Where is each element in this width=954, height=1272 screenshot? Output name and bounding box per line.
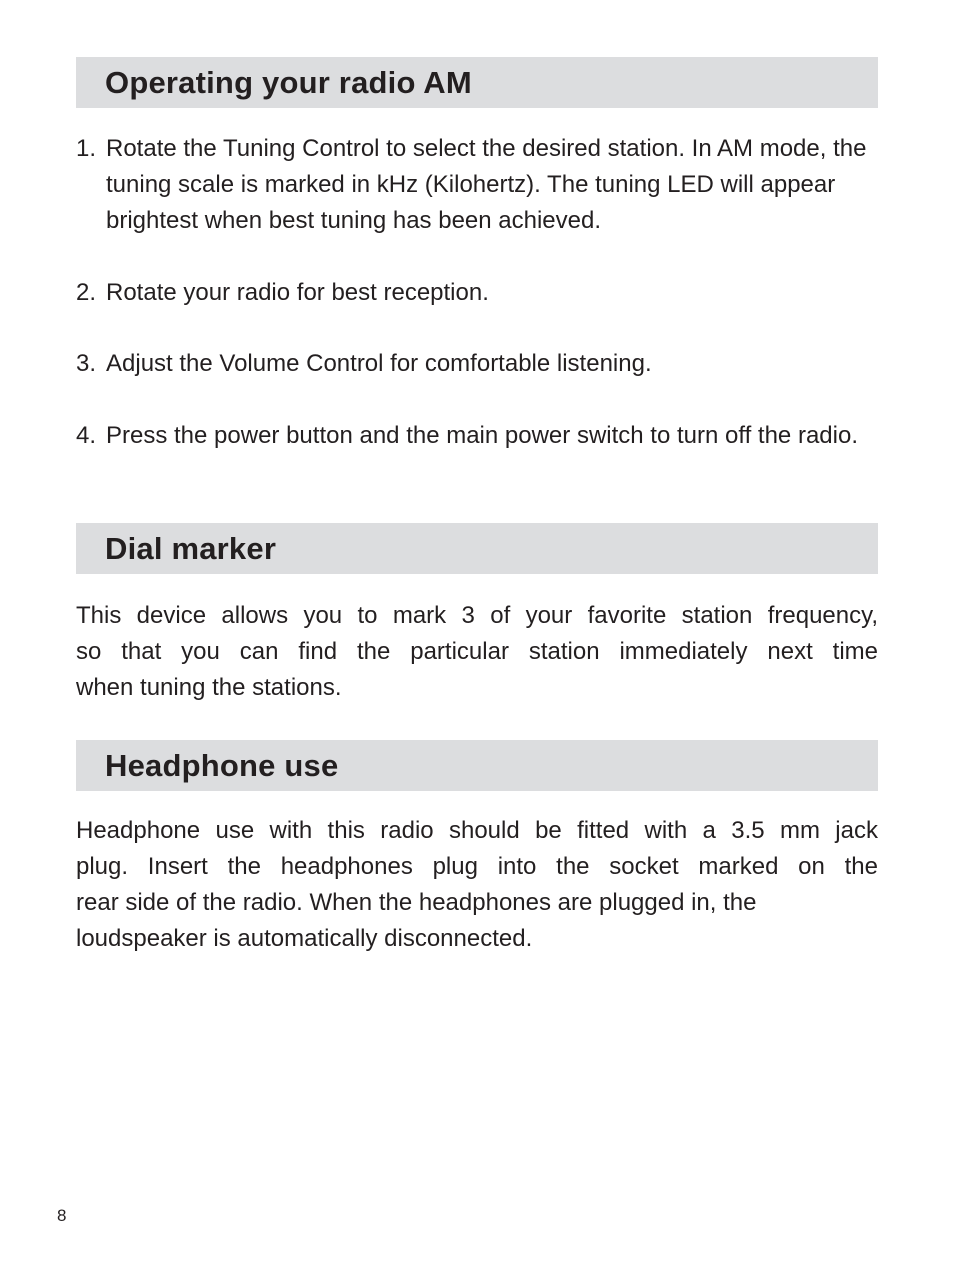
section-header-headphone — [76, 740, 878, 791]
section-header-operating — [76, 57, 878, 108]
step-text: Adjust the Volume Control for comfortable listening. — [106, 350, 652, 377]
paragraph-line: plug. Insert the headphones plug into the socket marked on the — [76, 853, 878, 880]
list-item-step-2 — [76, 275, 880, 311]
section-header-dial-marker — [76, 523, 878, 574]
step-text: Rotate your radio for best reception. — [106, 279, 489, 306]
paragraph-line: rear side of the radio. When the headphones are plugged in, the — [76, 889, 757, 916]
paragraph-line: when tuning the stations. — [76, 674, 342, 701]
section-title-dial-marker: Dial marker — [105, 530, 277, 566]
section-title-operating: Operating your radio AM — [105, 64, 472, 100]
headphone-paragraph — [76, 813, 878, 957]
list-item-step-3 — [76, 346, 880, 382]
paragraph-line: so that you can find the particular station immediately next time — [76, 638, 878, 665]
list-item-step-1 — [76, 131, 880, 239]
section-title-headphone: Headphone use — [105, 747, 339, 783]
page-number: 8 — [57, 1206, 67, 1225]
step-number: 3. — [76, 350, 97, 377]
paragraph-line: This device allows you to mark 3 of your favorite station frequency, — [76, 602, 878, 629]
list-item-step-4 — [76, 418, 880, 454]
dial-marker-paragraph — [76, 598, 878, 706]
paragraph-line: Headphone use with this radio should be fitted with a 3.5 mm jack — [76, 817, 878, 844]
step-number: 4. — [76, 422, 97, 449]
step-number: 1. — [76, 135, 97, 162]
step-text: Press the power button and the main power switch to turn off the radio. — [106, 422, 858, 449]
step-text: Rotate the Tuning Control to select the desired station. In AM mode, the tuning scale is marked in kHz (Kilohertz). The tuning LED will appear brightest when best tuning has been achieved. — [106, 135, 867, 234]
step-number: 2. — [76, 279, 97, 306]
paragraph-line: loudspeaker is automatically disconnected. — [76, 925, 533, 952]
